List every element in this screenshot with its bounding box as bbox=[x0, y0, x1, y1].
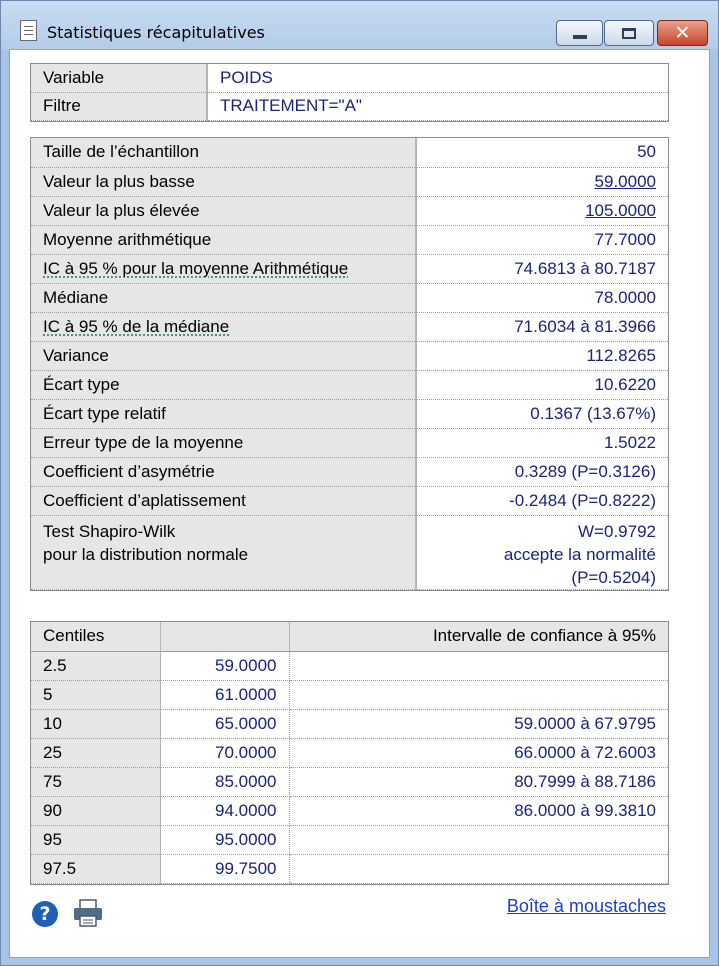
highest-value-link[interactable]: 105.0000 bbox=[585, 200, 656, 220]
table-row bbox=[31, 254, 668, 283]
centile-value-cell: 61.0000 bbox=[160, 680, 289, 709]
printer-icon[interactable] bbox=[72, 898, 104, 928]
title-bar[interactable] bbox=[1, 1, 718, 49]
stat-label: Écart type relatif bbox=[31, 399, 416, 428]
stat-value-cell bbox=[416, 167, 668, 196]
maximize-icon bbox=[622, 28, 636, 39]
centile-ci-cell bbox=[289, 825, 668, 854]
centile-cell: 90 bbox=[31, 796, 160, 825]
help-icon[interactable]: ? bbox=[32, 901, 58, 927]
variable-label: Variable bbox=[31, 64, 207, 92]
box-plot-link[interactable]: Boîte à moustaches bbox=[506, 896, 666, 916]
table-row bbox=[31, 767, 668, 796]
table-row bbox=[31, 680, 668, 709]
stat-value: 0.3289 (P=0.3126) bbox=[416, 457, 668, 486]
stat-label-cell bbox=[31, 254, 416, 283]
centile-ci-cell bbox=[289, 680, 668, 709]
table-row bbox=[31, 138, 668, 167]
statistics-table bbox=[31, 138, 668, 590]
stat-value: 77.7000 bbox=[416, 225, 668, 254]
centiles-table bbox=[31, 622, 668, 884]
stat-label: Valeur la plus élevée bbox=[31, 196, 416, 225]
centile-ci-cell bbox=[289, 651, 668, 680]
centile-ci-cell: 66.0000 à 72.6003 bbox=[289, 738, 668, 767]
stat-value: 10.6220 bbox=[416, 370, 668, 399]
table-row bbox=[31, 341, 668, 370]
stat-label: Valeur la plus basse bbox=[31, 167, 416, 196]
filter-label: Filtre bbox=[31, 92, 207, 120]
minimize-button[interactable] bbox=[556, 20, 603, 46]
ci-header: Intervalle de confiance à 95% bbox=[289, 622, 668, 651]
centile-value-cell: 85.0000 bbox=[160, 767, 289, 796]
centile-cell: 2.5 bbox=[31, 651, 160, 680]
window-title: Statistiques récapitulatives bbox=[47, 23, 265, 42]
centile-cell: 25 bbox=[31, 738, 160, 767]
centile-value-cell: 65.0000 bbox=[160, 709, 289, 738]
variable-filter-table bbox=[31, 64, 668, 121]
table-row bbox=[31, 651, 668, 680]
centile-cell: 97.5 bbox=[31, 854, 160, 883]
variable-value: POIDS bbox=[207, 64, 668, 92]
stat-value: -0.2484 (P=0.8222) bbox=[416, 486, 668, 515]
filter-value: TRAITEMENT="A" bbox=[207, 92, 668, 120]
stat-value: 112.8265 bbox=[416, 341, 668, 370]
shapiro-value-line1: W=0.9792 bbox=[578, 521, 656, 541]
stat-value: 74.6813 à 80.7187 bbox=[416, 254, 668, 283]
table-row bbox=[31, 399, 668, 428]
centile-cell: 95 bbox=[31, 825, 160, 854]
stat-label: Moyenne arithmétique bbox=[31, 225, 416, 254]
table-row bbox=[31, 796, 668, 825]
stat-value-cell bbox=[416, 196, 668, 225]
table-row bbox=[31, 312, 668, 341]
close-icon: ✕ bbox=[674, 21, 691, 44]
table-row bbox=[31, 64, 668, 92]
shapiro-wilk-row bbox=[31, 515, 668, 589]
mean-ci-label[interactable]: IC à 95 % pour la moyenne Arithmétique bbox=[43, 258, 349, 278]
shapiro-label-cell bbox=[31, 515, 416, 589]
centile-cell: 5 bbox=[31, 680, 160, 709]
centile-value-cell: 59.0000 bbox=[160, 651, 289, 680]
stat-label: Taille de l’échantillon bbox=[31, 138, 416, 167]
centile-value-cell: 70.0000 bbox=[160, 738, 289, 767]
table-row bbox=[31, 428, 668, 457]
shapiro-value-line2: accepte la normalité bbox=[503, 544, 656, 564]
centile-cell: 10 bbox=[31, 709, 160, 738]
table-row bbox=[31, 854, 668, 883]
maximize-button[interactable] bbox=[604, 20, 654, 46]
median-ci-label[interactable]: IC à 95 % de la médiane bbox=[43, 316, 230, 336]
table-row bbox=[31, 738, 668, 767]
shapiro-value-cell bbox=[416, 515, 668, 589]
value-header bbox=[160, 622, 289, 651]
table-row bbox=[31, 486, 668, 515]
table-row bbox=[31, 457, 668, 486]
stat-label: Médiane bbox=[31, 283, 416, 312]
table-row bbox=[31, 370, 668, 399]
table-row bbox=[31, 225, 668, 254]
table-row bbox=[31, 709, 668, 738]
document-icon bbox=[20, 20, 37, 41]
stat-label-cell bbox=[31, 312, 416, 341]
stat-label: Variance bbox=[31, 341, 416, 370]
centile-value-cell: 95.0000 bbox=[160, 825, 289, 854]
stat-label: Coefficient d’aplatissement bbox=[31, 486, 416, 515]
table-header-row bbox=[31, 622, 668, 651]
table-row bbox=[31, 196, 668, 225]
content-area bbox=[9, 49, 710, 958]
centiles-header: Centiles bbox=[31, 622, 160, 651]
shapiro-value-line3: (P=0.5204) bbox=[571, 567, 656, 587]
centile-cell: 75 bbox=[31, 767, 160, 796]
stat-label: Coefficient d’asymétrie bbox=[31, 457, 416, 486]
close-button[interactable] bbox=[657, 20, 708, 46]
centile-value-cell: 94.0000 bbox=[160, 796, 289, 825]
stat-label: Erreur type de la moyenne bbox=[31, 428, 416, 457]
minimize-icon bbox=[573, 35, 587, 39]
stat-value: 50 bbox=[416, 138, 668, 167]
lowest-value-link[interactable]: 59.0000 bbox=[594, 171, 656, 191]
centile-ci-cell: 80.7999 à 88.7186 bbox=[289, 767, 668, 796]
stat-value: 78.0000 bbox=[416, 283, 668, 312]
table-row bbox=[31, 92, 668, 120]
shapiro-label-line1: Test Shapiro-Wilk bbox=[43, 521, 176, 541]
centile-ci-cell bbox=[289, 854, 668, 883]
stat-value: 71.6034 à 81.3966 bbox=[416, 312, 668, 341]
centile-ci-cell: 59.0000 à 67.9795 bbox=[289, 709, 668, 738]
centile-value-cell: 99.7500 bbox=[160, 854, 289, 883]
table-row bbox=[31, 825, 668, 854]
table-row bbox=[31, 167, 668, 196]
stat-value: 0.1367 (13.67%) bbox=[416, 399, 668, 428]
table-row bbox=[31, 283, 668, 312]
stat-label: Écart type bbox=[31, 370, 416, 399]
centile-ci-cell: 86.0000 à 99.3810 bbox=[289, 796, 668, 825]
shapiro-label-line2: pour la distribution normale bbox=[43, 544, 249, 564]
stat-value: 1.5022 bbox=[416, 428, 668, 457]
